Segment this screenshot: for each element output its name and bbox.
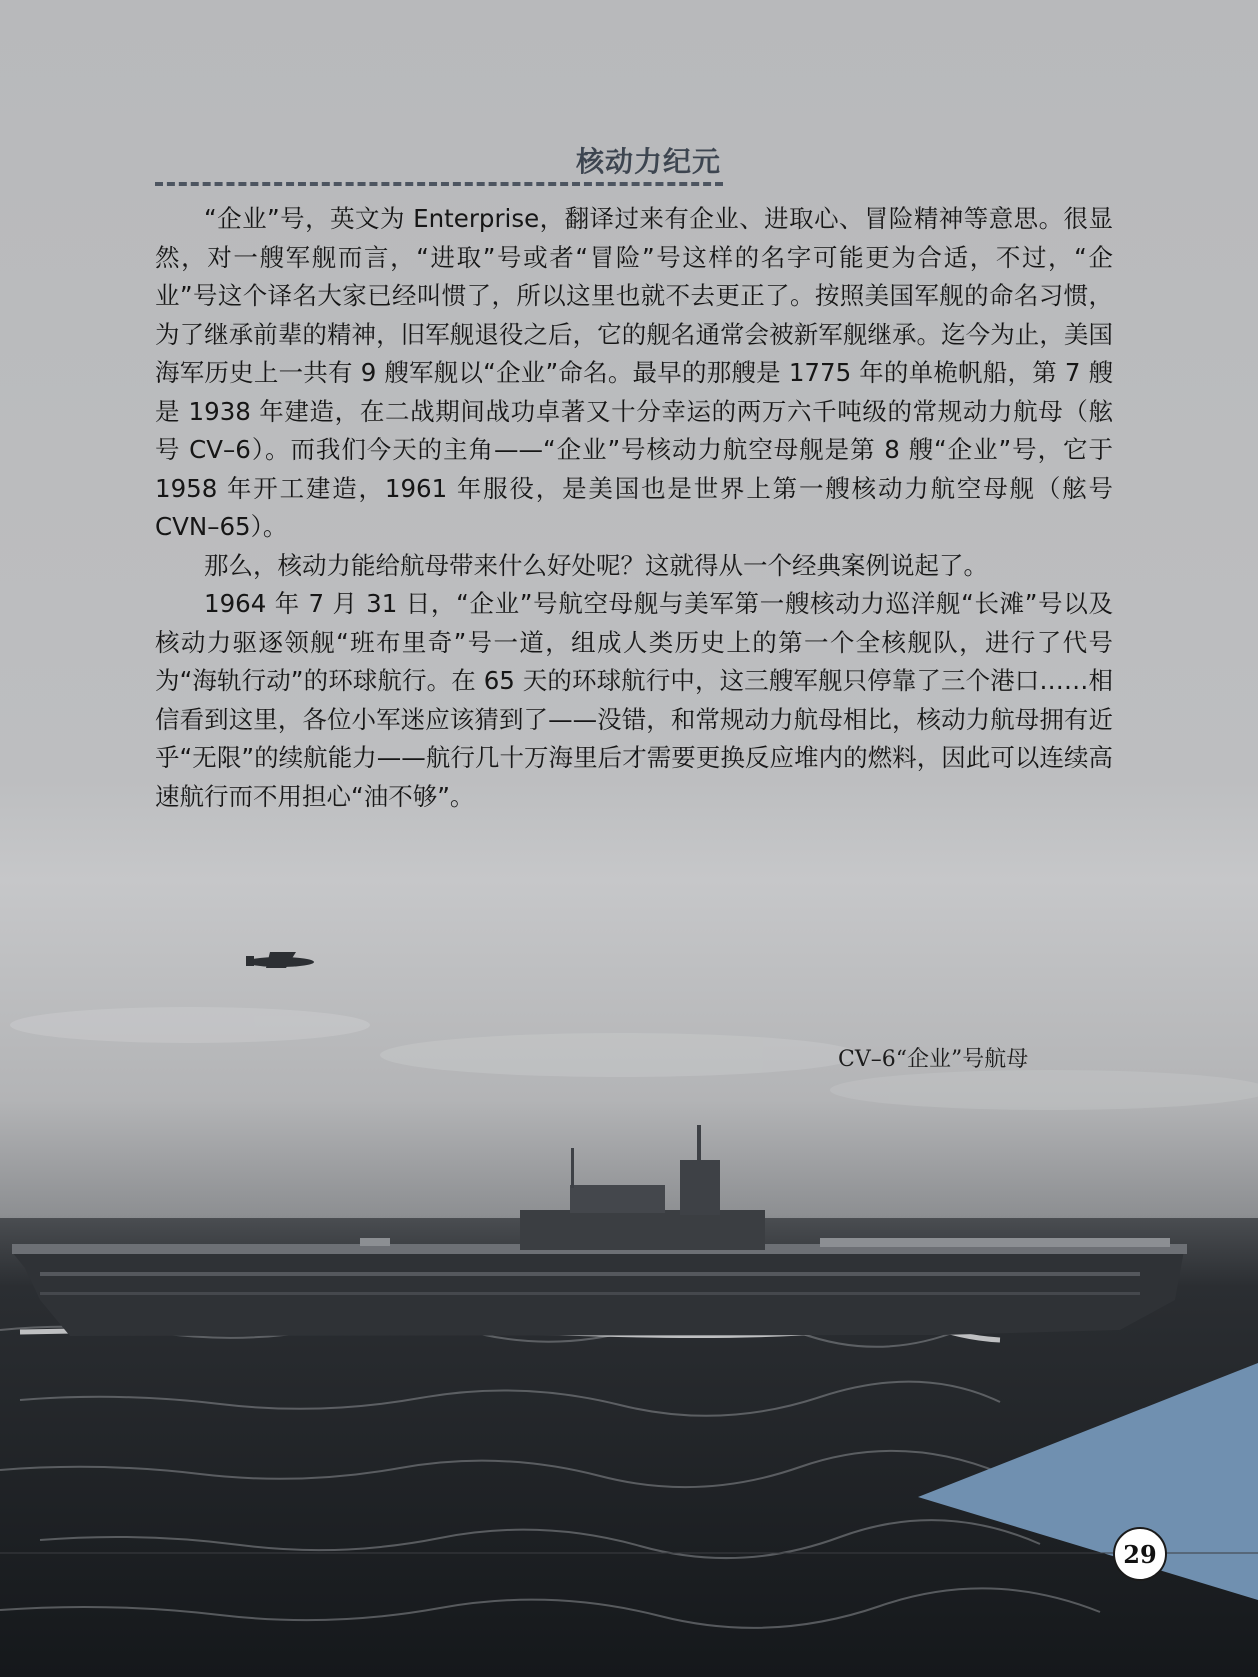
section-header xyxy=(155,140,723,190)
photo-caption: CV–6“企业”号航母 xyxy=(838,1047,1029,1072)
section-title: 核动力纪元 xyxy=(575,145,721,178)
paragraph: 那么，核动力能给航母带来什么好处呢？这就得从一个经典案例说起了。 xyxy=(204,550,988,580)
page-number: 29 xyxy=(1113,1527,1167,1581)
paragraph: “企业”号，英文为 Enterprise，翻译过来有企业、进取心、冒险精神等意思。很显然，对一艘军舰而言，“进取”号或者“冒险”号这样的名字可能更为合适，不过，“企业”号这个译名大家已经叫惯了，所以这里也就不去更正了。按照美国军舰的命名习惯，为了继承前辈的精神，旧军舰退役之后，它的舰名通常会被新军舰继承。迄今为止，美国海军历史上一共有 9 艘军舰以“企业”命名。最早的那艘是 1775 年的单桅帆船，第 7 艘是 1938 年建造，在二战期间战功卓著又十分幸运的两万六千吨级的常规动力航母（舷号 CV–6）。而我们今天的主角——“企业”号核动力航空母舰是第 8 艘“企业”号，它于 1958 年开工建造，1961 年服役，是美国也是世界上第一艘核动力航空母舰（舷号 CVN–65）。 xyxy=(155,204,1113,541)
paragraph: 1964 年 7 月 31 日，“企业”号航空母舰与美军第一艘核动力巡洋舰“长滩”号以及核动力驱逐领舰“班布里奇”号一道，组成人类历史上的第一个全核舰队，进行了代号为“海轨行动”的环球航行。在 65 天的环球航行中，这三艘军舰只停靠了三个港口……相信看到这里，各位小军迷应该猜到了——没错，和常规动力航母相比，核动力航母拥有近乎“无限”的续航能力——航行几十万海里后才需要更换反应堆内的燃料，因此可以连续高速航行而不用担心“油不够”。 xyxy=(155,589,1113,811)
article-body xyxy=(155,200,1113,816)
dashed-rule xyxy=(155,182,723,186)
flying-aircraft xyxy=(246,952,314,968)
